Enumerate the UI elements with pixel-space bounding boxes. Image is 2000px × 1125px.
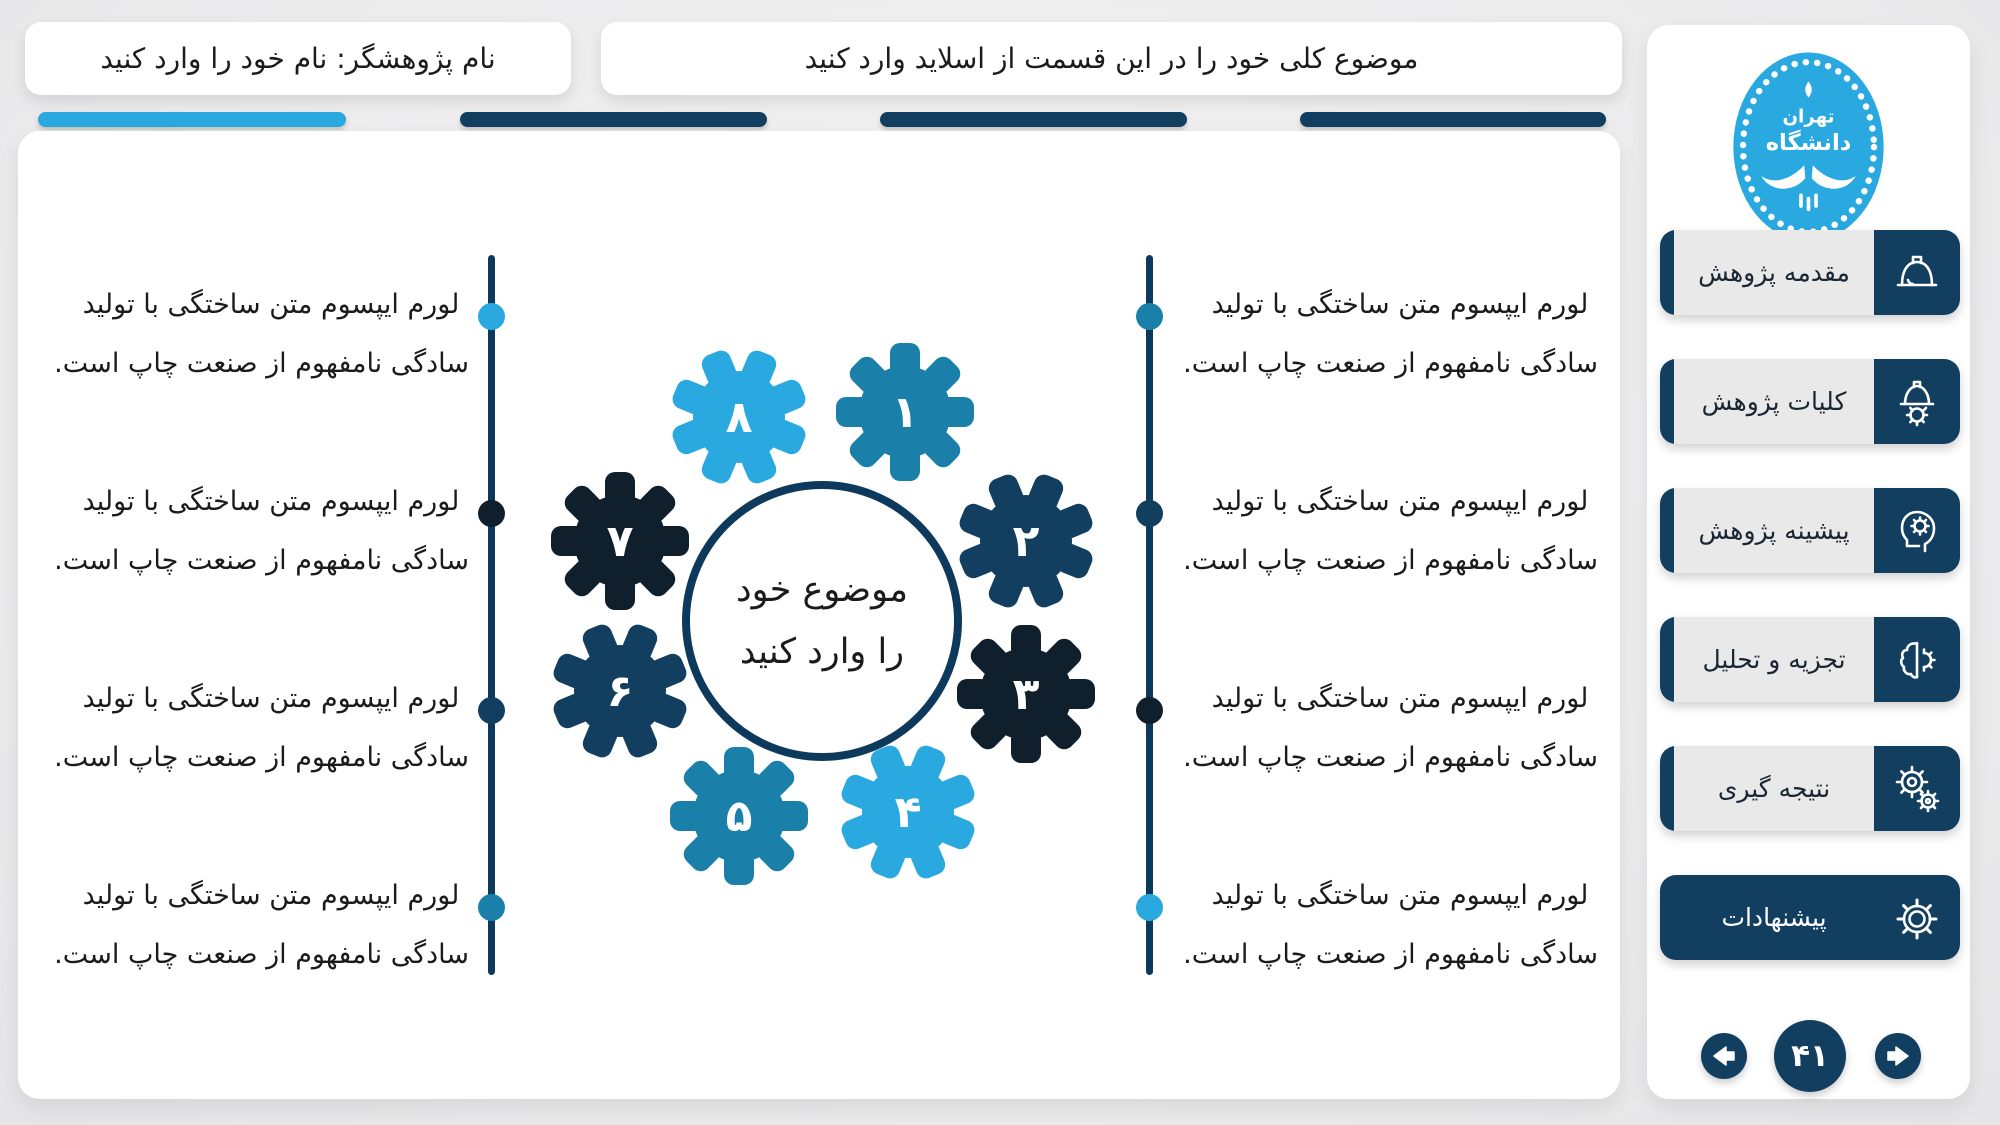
researcher-name-box[interactable] [25, 22, 571, 95]
timeline-dot [1136, 500, 1163, 527]
timeline-dot [478, 303, 505, 330]
researcher-name-text: نام پژوهشگر: نام خود را وارد کنید [100, 42, 496, 75]
lorem-line: لورم ایپسوم متن ساختگی با تولید [1211, 289, 1589, 320]
timeline-dot [1136, 697, 1163, 724]
central-topic-circle[interactable] [682, 481, 962, 761]
timeline-dot [1136, 303, 1163, 330]
gear-number: ۲ [1012, 515, 1040, 567]
lorem-block [1183, 275, 1598, 393]
sidebar [1647, 25, 1970, 1099]
arrow-left-icon [1710, 1042, 1738, 1070]
sidebar-item-introduction[interactable] [1660, 230, 1960, 315]
page-number-badge [1774, 1020, 1846, 1092]
hard-hat-gear-icon [1889, 374, 1945, 430]
page-number: ۴۱ [1791, 1038, 1829, 1074]
logo-text-top: تهران [1782, 106, 1835, 128]
lorem-line: سادگی نامفهوم از صنعت چاپ است. [54, 742, 469, 773]
gear-2 [956, 471, 1096, 611]
central-topic-line1: موضوع خود [736, 570, 908, 610]
lorem-line: سادگی نامفهوم از صنعت چاپ است. [54, 939, 469, 970]
hard-hat-icon [1889, 245, 1945, 301]
topic-box[interactable] [601, 22, 1622, 95]
lorem-line: سادگی نامفهوم از صنعت چاپ است. [54, 348, 469, 379]
sidebar-item-generalities[interactable] [1660, 359, 1960, 444]
lorem-line: سادگی نامفهوم از صنعت چاپ است. [1183, 348, 1598, 379]
previous-slide-button[interactable] [1701, 1033, 1747, 1079]
gear-number: ۱ [891, 386, 919, 438]
lorem-line: لورم ایپسوم متن ساختگی با تولید [1211, 880, 1589, 911]
gear-5 [669, 746, 809, 886]
sidebar-item-background[interactable] [1660, 488, 1960, 573]
pagination [1647, 995, 1970, 1115]
gear-number: ۳ [1012, 668, 1040, 720]
lorem-block [54, 866, 469, 984]
sidebar-item-suggestions[interactable] [1660, 875, 1960, 960]
logo-text-bottom: دانشگاه [1765, 130, 1852, 157]
lorem-block [54, 669, 469, 787]
lorem-line: لورم ایپسوم متن ساختگی با تولید [82, 289, 460, 320]
gear-7 [550, 471, 690, 611]
sidebar-item-label: کلیات پژوهش [1701, 387, 1847, 416]
sidebar-item-label: پیشینه پژوهش [1698, 516, 1850, 545]
lorem-block [54, 472, 469, 590]
gear-6 [550, 621, 690, 761]
gear-8 [669, 347, 809, 487]
arrow-right-icon [1884, 1042, 1912, 1070]
lorem-block [1183, 866, 1598, 984]
timeline-dot [478, 697, 505, 724]
lorem-line: سادگی نامفهوم از صنعت چاپ است. [54, 545, 469, 576]
gear-4 [838, 742, 978, 882]
lorem-line: لورم ایپسوم متن ساختگی با تولید [82, 683, 460, 714]
gear-number: ۵ [725, 790, 753, 842]
university-of-tehran-logo [1707, 45, 1910, 249]
timeline-dot [478, 500, 505, 527]
lorem-line: سادگی نامفهوم از صنعت چاپ است. [1183, 545, 1598, 576]
sidebar-item-label: تجزیه و تحلیل [1702, 645, 1846, 674]
double-gear-icon [1889, 761, 1945, 817]
brain-gear-icon [1889, 632, 1945, 688]
progress-bar-4 [1300, 112, 1606, 127]
next-slide-button[interactable] [1875, 1033, 1921, 1079]
sidebar-item-label: نتیجه گیری [1717, 774, 1831, 803]
lorem-line: لورم ایپسوم متن ساختگی با تولید [82, 880, 460, 911]
central-topic-line2: را وارد کنید [739, 632, 905, 672]
timeline-right [1146, 255, 1153, 975]
progress-bar-2 [460, 112, 767, 127]
gear-number: ۴ [894, 786, 922, 838]
lorem-line: لورم ایپسوم متن ساختگی با تولید [1211, 486, 1589, 517]
gear-number: ۷ [606, 515, 634, 567]
progress-bar-3 [880, 112, 1187, 127]
gear-number: ۸ [725, 391, 753, 443]
content-panel [18, 131, 1620, 1099]
topic-text: موضوع کلی خود را در این قسمت از اسلاید وارد کنید [804, 42, 1419, 75]
head-gear-icon [1889, 503, 1945, 559]
lorem-block [54, 275, 469, 393]
sidebar-item-label: مقدمه پژوهش [1698, 258, 1850, 287]
timeline-dot [1136, 894, 1163, 921]
lorem-line: سادگی نامفهوم از صنعت چاپ است. [1183, 742, 1598, 773]
gear-icon [1889, 890, 1945, 946]
progress-bar-1 [38, 112, 346, 127]
sidebar-item-label: پیشنهادات [1721, 903, 1827, 932]
lorem-line: لورم ایپسوم متن ساختگی با تولید [82, 486, 460, 517]
lorem-block [1183, 472, 1598, 590]
timeline-left [488, 255, 495, 975]
sidebar-item-conclusion[interactable] [1660, 746, 1960, 831]
sidebar-item-analysis[interactable] [1660, 617, 1960, 702]
gear-number: ۶ [606, 665, 634, 717]
timeline-dot [478, 894, 505, 921]
lorem-line: سادگی نامفهوم از صنعت چاپ است. [1183, 939, 1598, 970]
lorem-line: لورم ایپسوم متن ساختگی با تولید [1211, 683, 1589, 714]
gear-1 [835, 342, 975, 482]
lorem-block [1183, 669, 1598, 787]
